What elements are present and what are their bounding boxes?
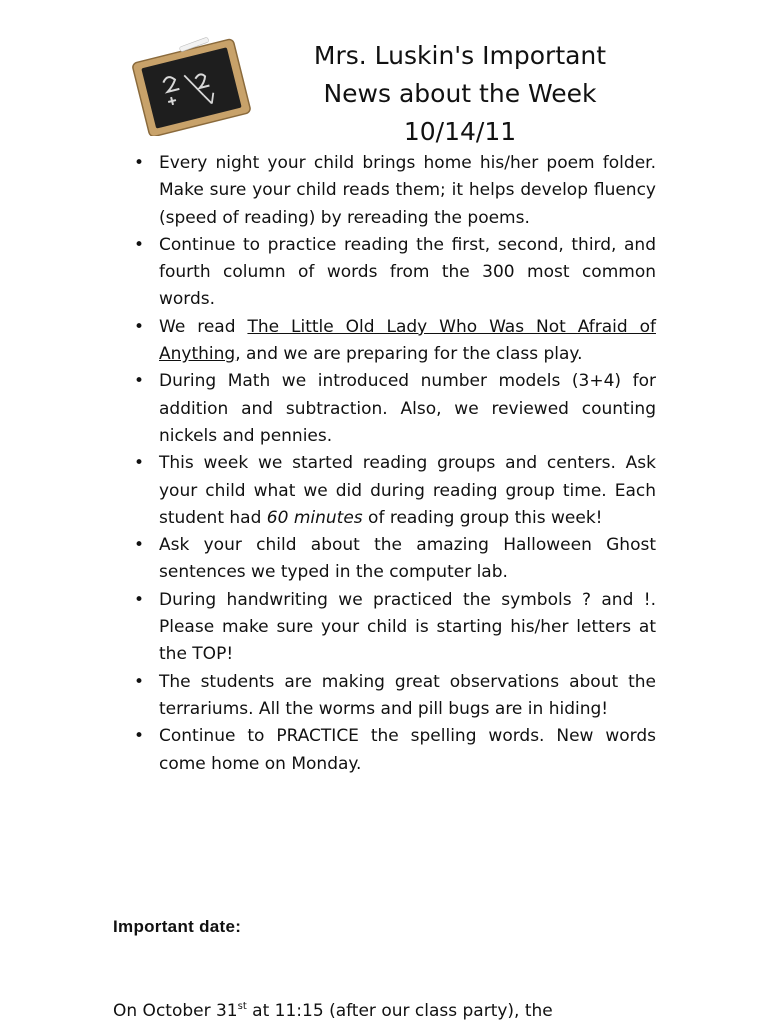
list-item-text: of reading group this week! bbox=[362, 507, 603, 528]
book-title: The Little Old Lady Who Was Not Afraid of Anything bbox=[159, 316, 656, 365]
list-item-text: During Math we introduced number models (3+4) for addition and subtraction. Also, we reviewed counting nickels and pennies. bbox=[159, 371, 656, 446]
list-item-text: This week we started reading groups and centers. Ask your child what we did during reading group time. Each student had bbox=[159, 453, 656, 528]
list-item-text: We read bbox=[159, 316, 248, 337]
page-title bbox=[250, 37, 670, 151]
title-line-2: News about the Week bbox=[323, 79, 597, 108]
list-item-text: , and we are preparing for the class play. bbox=[235, 344, 583, 365]
news-list bbox=[132, 150, 656, 778]
date-ordinal-suffix: st bbox=[237, 1001, 247, 1012]
list-item bbox=[132, 314, 656, 369]
list-item bbox=[132, 368, 656, 450]
list-item-text: the spelling words. New words come home on Monday. bbox=[159, 726, 657, 774]
emphasis-text: PRACTICE bbox=[276, 726, 359, 747]
list-item-text: Continue to bbox=[159, 726, 277, 747]
date-text-start: On October 31 bbox=[113, 1001, 238, 1021]
list-item-text: Every night your child brings home his/her poem folder. Make sure your child reads them; it helps develop fluency (speed of reading) by rereading the poems. bbox=[159, 153, 656, 228]
list-item bbox=[132, 532, 656, 587]
important-date-heading: Important date: bbox=[113, 917, 242, 936]
list-item bbox=[132, 723, 656, 778]
title-line-1: Mrs. Luskin's Important bbox=[313, 41, 607, 70]
date-text-end: at 11:15 (after our class party), the bbox=[246, 1001, 553, 1021]
important-date-text bbox=[113, 993, 658, 1025]
list-item bbox=[132, 669, 656, 724]
list-item bbox=[132, 150, 656, 232]
list-item bbox=[132, 450, 656, 532]
list-item-text: During handwriting we practiced the symbols ? and !. Please make sure your child is starting his/her letters at the TOP! bbox=[159, 589, 656, 665]
list-item-text: The students are making great observations about the terrariums. All the worms and pill bugs are in hiding! bbox=[159, 671, 656, 719]
list-item-text: Continue to practice reading the first, second, third, and fourth column of words from the 300 most common words. bbox=[159, 234, 656, 310]
emphasis-text: 60 minutes bbox=[266, 507, 363, 528]
list-item bbox=[132, 587, 656, 669]
chalk-slate-icon bbox=[131, 36, 251, 136]
list-item-text: Ask your child about the amazing Halloween Ghost sentences we typed in the computer lab. bbox=[159, 535, 656, 583]
list-item bbox=[132, 232, 656, 314]
title-date: 10/14/11 bbox=[403, 117, 517, 146]
